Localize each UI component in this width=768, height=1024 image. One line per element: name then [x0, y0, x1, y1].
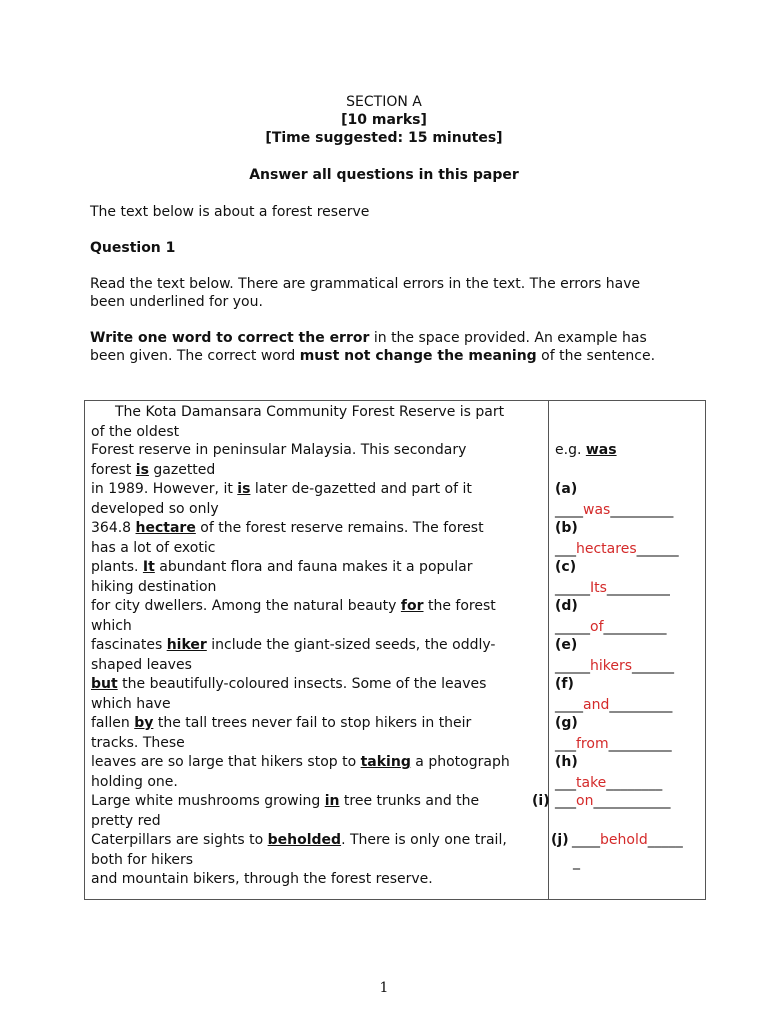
- passage-line: shaped leaves: [91, 657, 192, 673]
- answer-label-a: (a): [555, 481, 578, 497]
- passage-line: The Kota Damansara Community Forest Reserve is part: [115, 404, 505, 420]
- error-word: hiker: [166, 637, 207, 653]
- answer-f: ____and_________: [555, 697, 673, 713]
- p2-bold-1: Write one word to correct the error: [90, 330, 370, 346]
- passage-line: holding one.: [91, 774, 178, 790]
- time-label: [Time suggested: 15 minutes]: [265, 130, 503, 146]
- passage-table: [84, 400, 706, 900]
- passage-line: which have: [91, 696, 171, 712]
- error-word: is: [237, 481, 251, 497]
- passage-line: leaves are so large that hikers stop to taking a photograph: [91, 754, 510, 770]
- error-word: is: [135, 462, 149, 478]
- passage-line: hiking destination: [91, 579, 217, 595]
- passage-line: Caterpillars are sights to beholded. There is only one trail,: [91, 832, 507, 848]
- answer-b: ___hectares______: [555, 541, 679, 557]
- passage-line: both for hikers: [91, 852, 193, 868]
- answer-j-tail: _: [573, 854, 580, 870]
- passage-line: in 1989. However, it is later de-gazetted and part of it: [91, 481, 472, 497]
- error-word: taking: [360, 754, 411, 770]
- answer-label-f: (f): [555, 676, 574, 692]
- answer-label-c: (c): [555, 559, 577, 575]
- section-title: SECTION A: [346, 94, 422, 110]
- paragraph-2: [90, 329, 670, 365]
- passage-line: for city dwellers. Among the natural beauty for the forest: [91, 598, 496, 614]
- answer-c: _____Its_________: [555, 580, 670, 596]
- question-title: Question 1: [90, 240, 176, 256]
- answer-i: ___on___________: [555, 793, 671, 809]
- p2-text-2: of the sentence.: [536, 348, 656, 364]
- answer-h: ___take________: [555, 775, 663, 791]
- passage-line: plants. It abundant flora and fauna makes it a popular: [91, 559, 473, 575]
- passage-line: 364.8 hectare of the forest reserve remains. The forest: [91, 520, 484, 536]
- answer-label-i: (i): [532, 793, 550, 809]
- instruction: Answer all questions in this paper: [249, 167, 519, 183]
- answer-label-e: (e): [555, 637, 578, 653]
- error-word: by: [134, 715, 154, 731]
- passage-line: pretty red: [91, 813, 161, 829]
- error-word: It: [142, 559, 155, 575]
- column-divider: [548, 401, 549, 899]
- error-word: hectare: [135, 520, 196, 536]
- passage-line: fascinates hiker include the giant-sized seeds, the oddly-: [91, 637, 496, 653]
- answer-label-d: (d): [555, 598, 578, 614]
- passage-line: Large white mushrooms growing in tree trunks and the: [91, 793, 480, 809]
- answer-label-g: (g): [555, 715, 578, 731]
- answer-d: _____of_________: [555, 619, 667, 635]
- paragraph-1: Read the text below. There are grammatical errors in the text. The errors have been underlined for you.: [90, 276, 641, 310]
- answer-a: ____was_________: [555, 502, 674, 518]
- error-word: in: [324, 793, 340, 809]
- answer-label-j: (j): [551, 832, 569, 848]
- passage-line: tracks. These: [91, 735, 185, 751]
- answer-e: _____hikers______: [555, 658, 675, 674]
- passage-line: but the beautifully-coloured insects. Some of the leaves: [91, 676, 487, 692]
- passage-line: developed so only: [91, 501, 219, 517]
- intro-text: The text below is about a forest reserve: [90, 204, 370, 220]
- answer-label-h: (h): [555, 754, 578, 770]
- answer-g: ___from_________: [555, 736, 672, 752]
- marks-label: [10 marks]: [341, 112, 427, 128]
- passage-line: which: [91, 618, 132, 634]
- example-answer: e.g. was: [555, 442, 617, 458]
- answer-label-b: (b): [555, 520, 578, 536]
- error-word: but: [91, 676, 118, 692]
- passage-line: of the oldest: [91, 424, 180, 440]
- passage-line: forest is gazetted: [91, 462, 216, 478]
- p2-bold-2: must not change the meaning: [299, 348, 537, 364]
- passage-line: fallen by the tall trees never fail to stop hikers in their: [91, 715, 472, 731]
- passage-line: Forest reserve in peninsular Malaysia. This secondary: [91, 442, 467, 458]
- error-word: beholded: [267, 832, 342, 848]
- passage-line: and mountain bikers, through the forest reserve.: [91, 871, 433, 887]
- error-word: for: [400, 598, 424, 614]
- passage-line: has a lot of exotic: [91, 540, 216, 556]
- page-number: 1: [379, 980, 389, 996]
- answer-j: ____behold_____: [572, 832, 683, 848]
- p2-text-1: in the space provided. An example has been given. The correct word: [90, 330, 647, 364]
